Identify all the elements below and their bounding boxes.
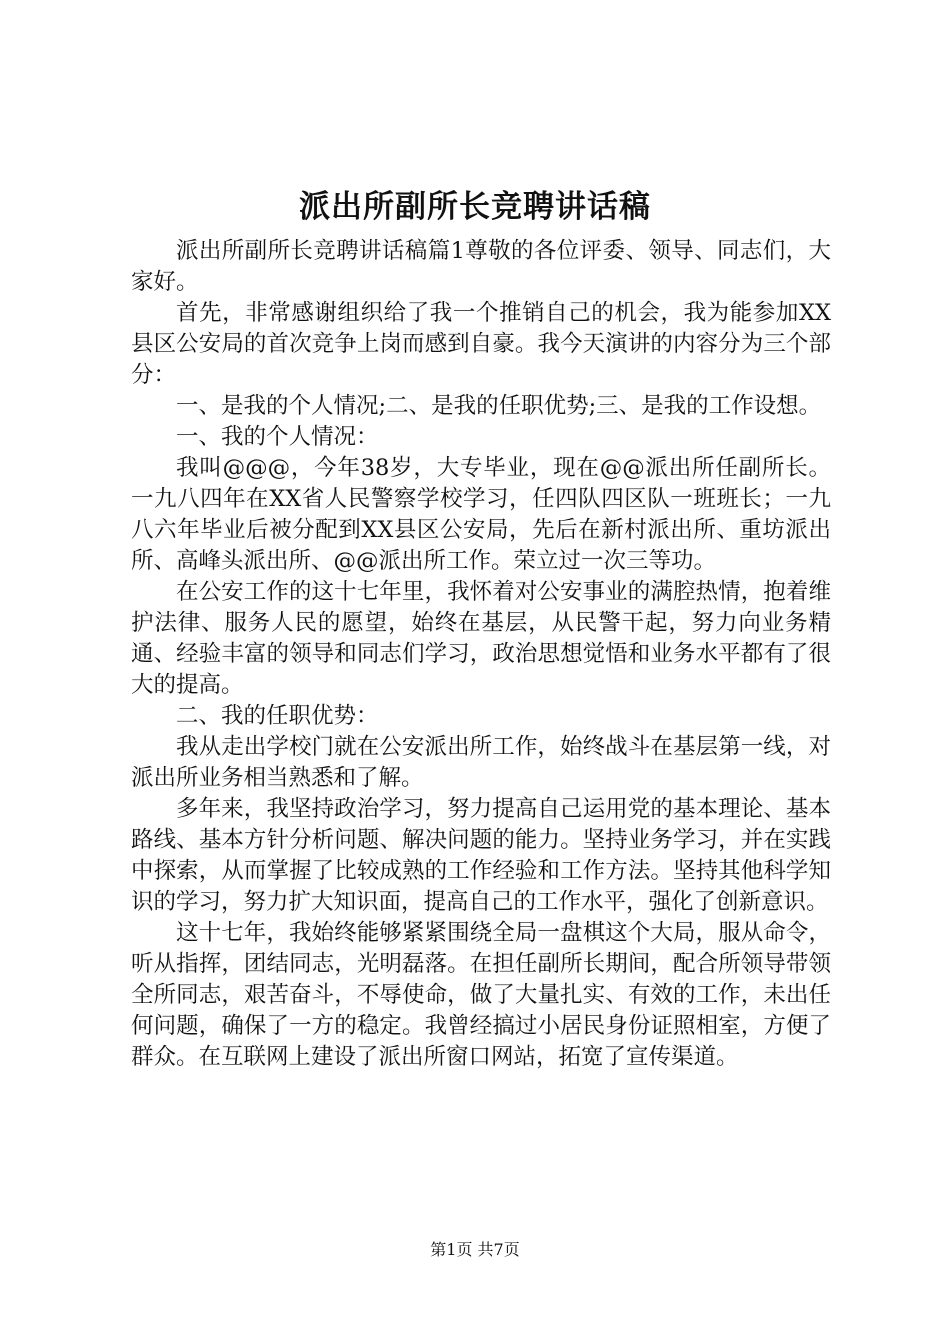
paragraph: 派出所副所长竞聘讲话稿篇1尊敬的各位评委、领导、同志们，大家好。 [131,238,831,295]
paragraph: 在公安工作的这十七年里，我怀着对公安事业的满腔热情，抱着维护法律、服务人民的愿望，始终在基层，从民警干起，努力向业务精通、经验丰富的领导和同志们学习，政治思想觉悟和业务水平都有了很大的提高。 [131,579,831,698]
section-heading: 一、我的个人情况： [176,424,379,450]
paragraph: 一、是我的个人情况;二、是我的任职优势;三、是我的工作设想。 [176,393,822,419]
section-heading: 二、我的任职优势： [176,703,379,729]
paragraph: 首先，非常感谢组织给了我一个推销自己的机会，我为能参加XX县区公安局的首次竞争上岗而感到自豪。我今天演讲的内容分为三个部分： [131,300,831,388]
paragraph: 我叫@@@，今年38岁，大专毕业，现在@@派出所任副所长。一九八四年在XX省人民警察学校学习，任四队四区队一班班长；一九八六年毕业后被分配到XX县区公安局，先后在新村派出所、重坊派出所、高峰头派出所、@@派出所工作。荣立过一次三等功。 [131,455,831,574]
paragraph: 这十七年，我始终能够紧紧围绕全局一盘棋这个大局，服从命令，听从指挥，团结同志，光明磊落。在担任副所长期间，配合所领导带领全所同志，艰苦奋斗，不辱使命，做了大量扎实、有效的工作，未出任何问题，确保了一方的稳定。我曾经搞过小居民身份证照相室，方便了群众。在互联网上建设了派出所窗口网站，拓宽了宣传渠道。 [131,920,831,1070]
paragraph: 我从走出学校门就在公安派出所工作，始终战斗在基层第一线，对派出所业务相当熟悉和了解。 [131,734,831,791]
document-body [131,236,831,1073]
document-title: 派出所副所长竞聘讲话稿 [299,189,651,225]
page-number-footer: 第1页 共7页 [430,1240,520,1259]
paragraph: 多年来，我坚持政治学习，努力提高自己运用党的基本理论、基本路线、基本方针分析问题、解决问题的能力。坚持业务学习，并在实践中探索，从而掌握了比较成熟的工作经验和工作方法。坚持其他科学知识的学习，努力扩大知识面，提高自己的工作水平，强化了创新意识。 [131,796,831,915]
